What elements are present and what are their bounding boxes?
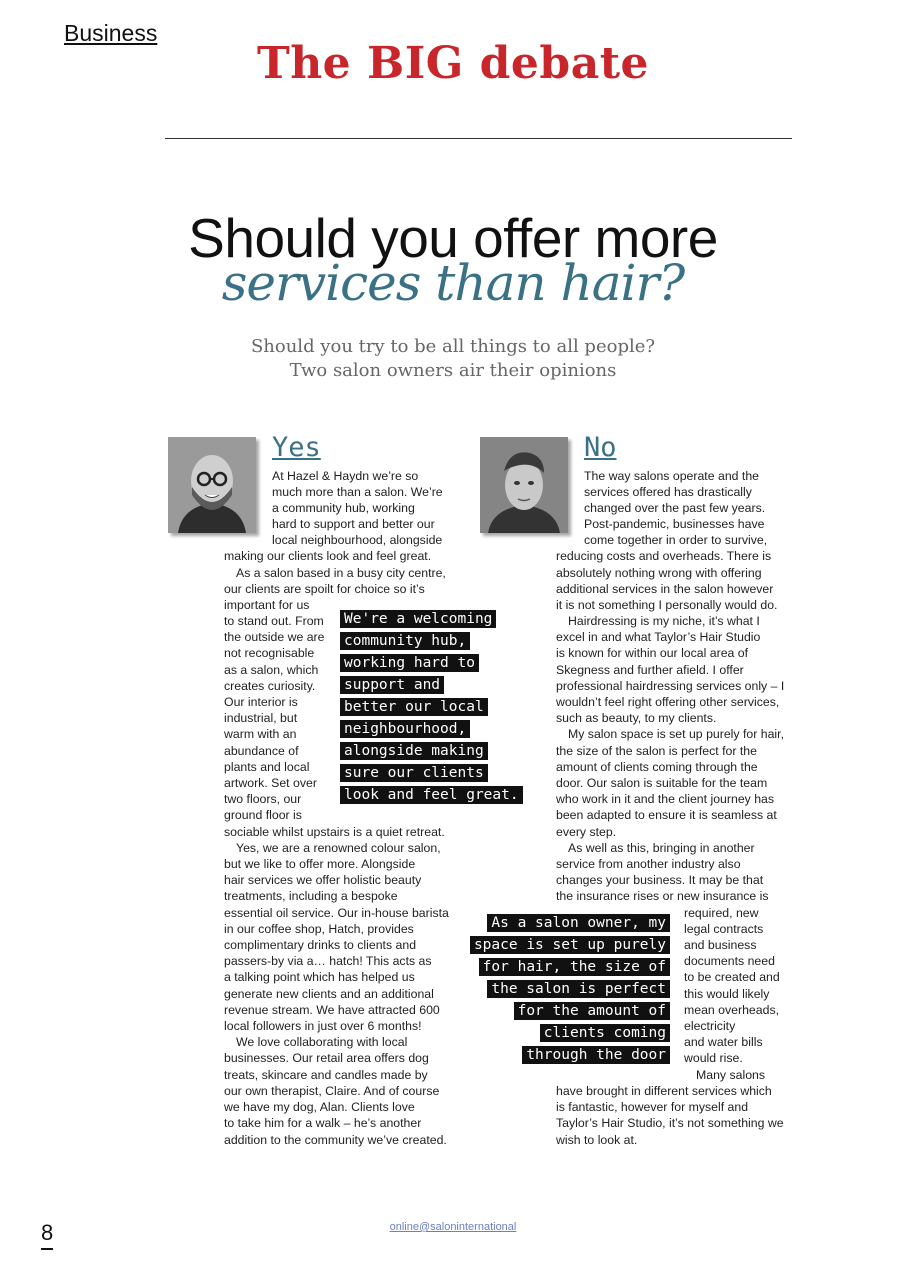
- body-line: every step.: [556, 825, 617, 839]
- body-line: treats, skincare and candles made by: [224, 1068, 428, 1082]
- header-rule: [165, 138, 792, 139]
- body-line: changed over the past few years.: [584, 501, 766, 515]
- body-line: excel in and what Taylor’s Hair Studio: [556, 630, 761, 644]
- pullquote-line: support and: [340, 676, 444, 694]
- body-line: professional hairdressing services only – I: [556, 679, 785, 693]
- body-line: wish to look at.: [556, 1133, 638, 1147]
- body-line: warm with an: [224, 727, 297, 741]
- body-line: required, new: [684, 906, 759, 920]
- body-line: The way salons operate and the: [584, 469, 760, 483]
- body-line: local followers in just over 6 months!: [224, 1019, 422, 1033]
- body-line: Yes, we are a renowned colour salon,: [236, 841, 441, 855]
- body-line: who work in it and the client journey has: [556, 792, 775, 806]
- body-line: as a salon, which: [224, 663, 319, 677]
- body-line: sociable whilst upstairs is a quiet retreat.: [224, 825, 445, 839]
- body-line: the size of the salon is perfect for the: [556, 744, 757, 758]
- body-line: services offered has drastically: [584, 485, 752, 499]
- body-line: industrial, but: [224, 711, 298, 725]
- body-line: the outside we are: [224, 630, 325, 644]
- body-line: essential oil service. Our in-house barista: [224, 906, 449, 920]
- body-line: Many salons: [696, 1068, 766, 1082]
- body-line: to stand out. From: [224, 614, 324, 628]
- pullquote-line: neighbourhood,: [340, 720, 470, 738]
- body-line: creates curiosity.: [224, 679, 316, 693]
- body-line: artwork. Set over: [224, 776, 317, 790]
- body-line: additional services in the salon however: [556, 582, 774, 596]
- body-line: Taylor’s Hair Studio, it’s not something we: [556, 1116, 784, 1130]
- body-line: our clients are spoilt for choice so it’s: [224, 582, 425, 596]
- body-line: and water bills: [684, 1035, 763, 1049]
- body-line: mean overheads,: [684, 1003, 780, 1017]
- body-line: Post-pandemic, businesses have: [584, 517, 765, 531]
- body-line: to take him for a walk – he’s another: [224, 1116, 422, 1130]
- body-line: Our interior is: [224, 695, 298, 709]
- body-line: As well as this, bringing in another: [568, 841, 755, 855]
- headline: Should you offer more: [188, 207, 718, 269]
- body-line: abundance of: [224, 744, 299, 758]
- body-line: door. Our salon is suitable for the team: [556, 776, 768, 790]
- body-line: much more than a salon. We’re: [272, 485, 443, 499]
- pullquote-line: better our local: [340, 698, 488, 716]
- body-line: treatments, including a bespoke: [224, 889, 398, 903]
- body-line: documents need: [684, 954, 775, 968]
- body-line: local neighbourhood, alongside: [272, 533, 443, 547]
- yes-author-photo: [168, 437, 256, 533]
- body-line: is known for within our local area of: [556, 646, 749, 660]
- pullquote-line: alongside making: [340, 742, 488, 760]
- standfirst-line: Should you try to be all things to all people?: [250, 336, 656, 357]
- body-line: it is not something I personally would do.: [556, 598, 778, 612]
- body-line: this would likely: [684, 987, 770, 1001]
- body-line: but we like to offer more. Alongside: [224, 857, 416, 871]
- body-line: come together in order to survive,: [584, 533, 768, 547]
- body-line: the insurance rises or new insurance is: [556, 889, 769, 903]
- masthead-title: The BIG debate: [256, 38, 650, 89]
- body-line: to be created and: [684, 970, 780, 984]
- body-line: making our clients look and feel great.: [224, 549, 432, 563]
- page-number: 8: [41, 1220, 53, 1250]
- pullquote-line: space is set up purely: [470, 936, 670, 954]
- pullquote-line: We're a welcoming: [340, 610, 496, 628]
- body-line: hair services we offer holistic beauty: [224, 873, 422, 887]
- pullquote-line: through the door: [522, 1046, 670, 1064]
- body-line: ground floor is: [224, 808, 302, 822]
- pullquote-line: look and feel great.: [340, 786, 523, 804]
- yes-pullquote: [340, 610, 523, 804]
- body-line: electricity: [684, 1019, 736, 1033]
- no-pullquote: [470, 914, 670, 1064]
- body-line: would rise.: [684, 1051, 743, 1065]
- body-line: Skegness and further afield. I offer: [556, 663, 744, 677]
- body-line: service from another industry also: [556, 857, 741, 871]
- body-line: a community hub, working: [272, 501, 415, 515]
- body-line: complimentary drinks to clients and: [224, 938, 417, 952]
- body-line: hard to support and better our: [272, 517, 435, 531]
- no-heading: No: [584, 432, 617, 463]
- section-label: Business: [64, 20, 158, 46]
- pullquote-line: clients coming: [540, 1024, 670, 1042]
- body-line: our own therapist, Claire. And of course: [224, 1084, 440, 1098]
- body-line: is fantastic, however for myself and: [556, 1100, 749, 1114]
- body-line: legal contracts: [684, 922, 764, 936]
- body-line: wouldn’t feel right offering other services,: [556, 695, 780, 709]
- headline-script: services than hair?: [221, 254, 685, 312]
- body-line: amount of clients coming through the: [556, 760, 758, 774]
- standfirst-line: Two salon owners air their opinions: [289, 360, 617, 381]
- body-line: passers-by via a… hatch! This acts as: [224, 954, 432, 968]
- pullquote-line: sure our clients: [340, 764, 488, 782]
- body-line: we have my dog, Alan. Clients love: [224, 1100, 415, 1114]
- body-line: addition to the community we’ve created.: [224, 1133, 447, 1147]
- body-line: plants and local: [224, 760, 310, 774]
- pullquote-line: working hard to: [340, 654, 479, 672]
- pullquote-line: the salon is perfect: [487, 980, 670, 998]
- body-line: My salon space is set up purely for hair,: [568, 727, 784, 741]
- standfirst: [0, 335, 906, 383]
- body-line: important for us: [224, 598, 310, 612]
- body-line: have brought in different services which: [556, 1084, 772, 1098]
- body-line: been adapted to ensure it is seamless at: [556, 808, 777, 822]
- pullquote-line: As a salon owner, my: [487, 914, 670, 932]
- no-author-photo: [480, 437, 568, 533]
- body-line: reducing costs and overheads. There is: [556, 549, 772, 563]
- footer-link[interactable]: online@saloninternational: [389, 1221, 517, 1233]
- body-line: a talking point which has helped us: [224, 970, 415, 984]
- body-line: such as beauty, to my clients.: [556, 711, 717, 725]
- pullquote-line: community hub,: [340, 632, 470, 650]
- body-line: and business: [684, 938, 757, 952]
- body-line: businesses. Our retail area offers dog: [224, 1051, 429, 1065]
- body-line: changes your business. It may be that: [556, 873, 764, 887]
- body-line: We love collaborating with local: [236, 1035, 408, 1049]
- pullquote-line: for the amount of: [514, 1002, 670, 1020]
- body-line: absolutely nothing wrong with offering: [556, 566, 762, 580]
- body-line: At Hazel & Haydn we’re so: [272, 469, 419, 483]
- body-line: As a salon based in a busy city centre,: [236, 566, 446, 580]
- body-line: in our coffee shop, Hatch, provides: [224, 922, 414, 936]
- yes-heading: Yes: [272, 432, 321, 463]
- body-line: generate new clients and an additional: [224, 987, 434, 1001]
- body-line: Hairdressing is my niche, it’s what I: [568, 614, 760, 628]
- body-line: revenue stream. We have attracted 600: [224, 1003, 440, 1017]
- body-line: not recognisable: [224, 646, 315, 660]
- pullquote-line: for hair, the size of: [479, 958, 670, 976]
- body-line: two floors, our: [224, 792, 302, 806]
